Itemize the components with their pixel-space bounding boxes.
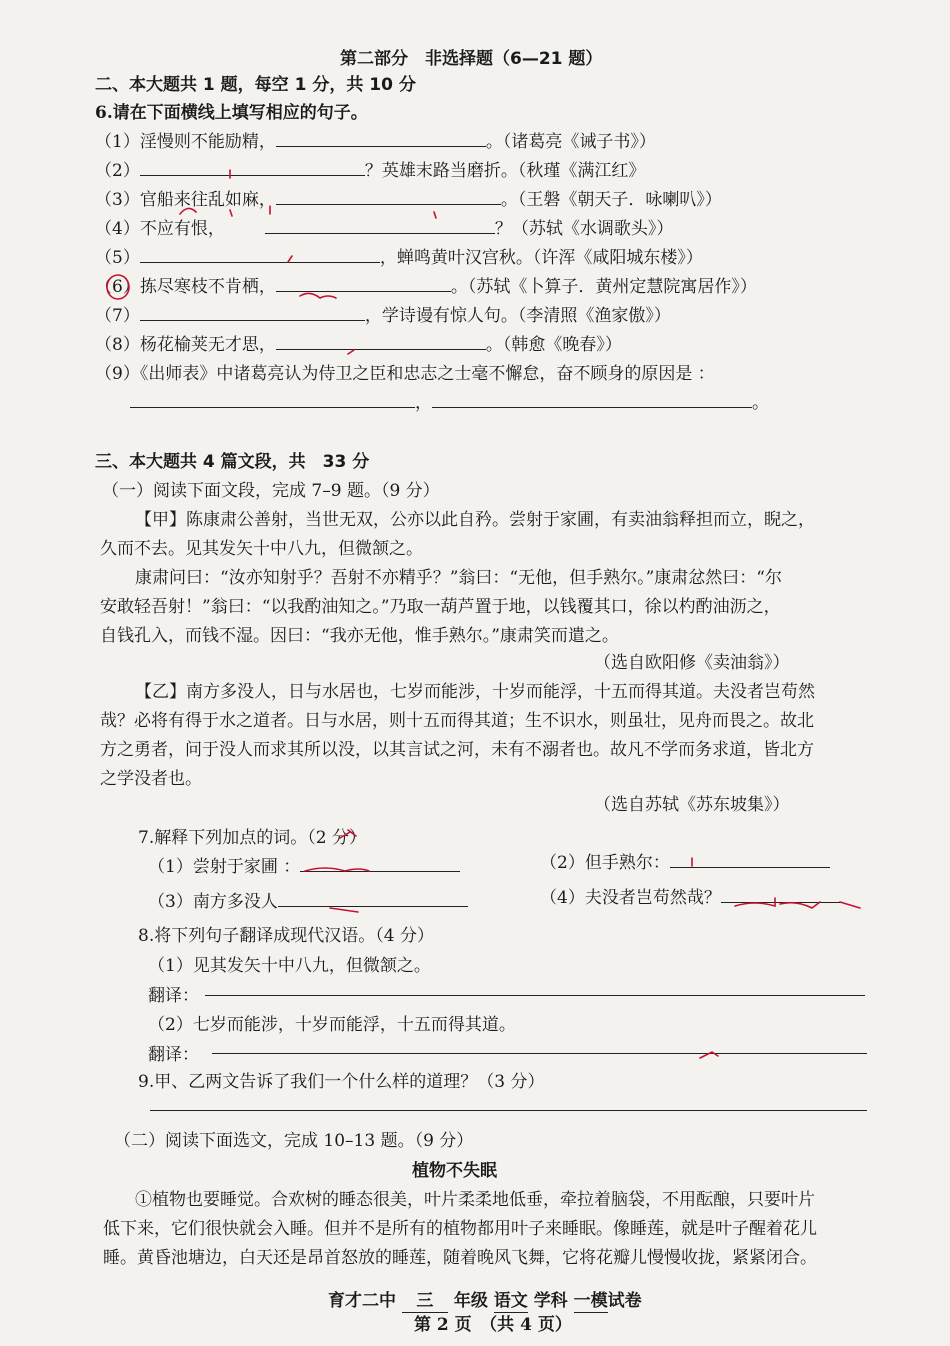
yi-line: 方之勇者，问于没人而求其所以没，以其言试之河，未有不溺者也。故凡不学而务求道，皆北方 [100, 740, 814, 760]
q6-prompt: 6.请在下面横线上填写相应的句子。 [95, 103, 368, 123]
q8-sentence-2: （2）七岁而能涉，十岁而能浮，十五而得其道。 [148, 1015, 516, 1035]
section3-heading: 三、本大题共 4 篇文段，共 33 分 [95, 452, 370, 472]
ink-tick [230, 210, 232, 216]
ink-squiggle [305, 868, 369, 871]
ink-tick [700, 1052, 718, 1058]
q6-item-3: （3）官船来往乱如麻， 。（王磐《朝天子．咏喇叭》） [95, 190, 722, 210]
q8-prompt: 8.将下列句子翻译成现代汉语。（4 分） [138, 926, 434, 946]
ink-tick [288, 256, 292, 262]
yi-line: 哉？必将有得于水之道者。日与水居，则十五而得其道；生不识水，则虽壮，见舟而畏之。故北 [100, 711, 814, 731]
q6-item-4: （4）不应有恨， ？（苏轼《水调歌头》） [95, 219, 674, 239]
ink-squiggle [300, 293, 336, 298]
q6-item-5: （5） ，蝉鸣黄叶汉宫秋。（许浑《咸阳城东楼》） [95, 248, 703, 268]
ink-tick [348, 350, 354, 354]
article-line: 睡。黄昏池塘边，白天还是昂首怒放的睡莲，随着晚风飞舞，它将花瓣儿慢慢收拢，紧紧闭合。 [103, 1248, 817, 1268]
q7-item-1: （1）尝射于家圃 ： [148, 856, 460, 878]
jia-line: 安敢轻吾射！”翁曰：“以我酌油知之。”乃取一葫芦置于地，以钱覆其口，徐以杓酌油沥之， [100, 597, 781, 617]
article-title: 植物不失眠 [412, 1161, 497, 1181]
jia-line: 【甲】陈康肃公善射，当世无双，公亦以此自矜。尝射于家圃，有卖油翁释担而立，睨之， [135, 510, 815, 530]
q8-sentence-1: （1）见其发矢十中八九，但微颔之。 [148, 956, 431, 976]
q6-item-9-blanks: ， 。 [130, 392, 769, 414]
q7-item-3: （3）南方多没人 [148, 891, 468, 913]
yi-line: 之学没者也。 [100, 769, 202, 789]
article-line: 低下来，它们很快就会入睡。但并不是所有的植物都用叶子来睡眠。像睡莲，就是叶子醒着花儿 [103, 1219, 817, 1239]
ink-tick [330, 908, 358, 912]
page-number: 第 2 页 （共 4 页） [414, 1315, 572, 1335]
yi-source: （选自苏轼《苏东坡集》） [594, 795, 790, 815]
article-line: ①植物也要睡觉。合欢树的睡态很美，叶片柔柔地低垂，牵拉着脑袋，不用酝酿，只要叶片 [135, 1190, 815, 1210]
q6-item-9: （9）《出师表》中诸葛亮认为侍卫之臣和忠志之士毫不懈怠，奋不顾身的原因是 ： [95, 364, 715, 384]
q6-item-6: （6）拣尽寒枝不肯栖， 。（苏轼《卜算子．黄州定慧院寓居作》） [95, 277, 757, 297]
ink-mark [340, 830, 356, 838]
q7-item-4: （4）夫没者岂苟然哉？ [540, 887, 841, 909]
q7-item-2: （2）但手熟尔： [540, 852, 830, 874]
q8-label-2: 翻译： [148, 1045, 199, 1065]
jia-source: （选自欧阳修《卖油翁》） [594, 653, 790, 673]
q9-prompt: 9.甲、乙两文告诉了我们一个什么样的道理？（3 分） [138, 1072, 545, 1092]
yi-line: 【乙】南方多没人，日与水居也，七岁而能涉，十岁而能浮，十五而得其道。夫没者岂苟然 [135, 682, 815, 702]
part2-heading: （二）阅读下面选文，完成 10–13 题。（9 分） [114, 1131, 474, 1151]
jia-line: 康肃问曰：“汝亦知射乎？吾射不亦精乎？”翁曰：“无他，但手熟尔。”康肃忿然曰：“尔 [135, 568, 782, 588]
ink-squiggle [735, 898, 860, 908]
q7-prompt: 7.解释下列加点的词。（2 分） [138, 828, 366, 848]
part1-heading: （一）阅读下面文段，完成 7–9 题。（9 分） [102, 481, 440, 501]
ink-tick [434, 212, 436, 218]
q6-item-8: （8）杨花榆荚无才思， 。（韩愈《晚春》） [95, 335, 622, 355]
jia-line: 自钱孔入，而钱不湿。因曰：“我亦无他，惟手熟尔。”康肃笑而遣之。 [100, 626, 619, 646]
page-title: 第二部分 非选择题（6—21 题） [340, 49, 603, 69]
jia-line: 久而不去。见其发矢十中八九，但微颔之。 [100, 539, 423, 559]
ink-tick [180, 208, 196, 214]
q8-label-1: 翻译： [148, 986, 199, 1006]
q6-item-1: （1）淫慢则不能励精， 。（诸葛亮《诫子书》） [95, 132, 656, 152]
ink-circle [107, 275, 129, 299]
q6-item-2: （2） ？英雄末路当磨折。（秋瑾《满江红》 [95, 161, 646, 181]
q6-item-7: （7） ，学诗谩有惊人句。（李清照《渔家傲》） [95, 306, 671, 326]
section2-heading: 二、本大题共 1 题，每空 1 分，共 10 分 [95, 75, 416, 95]
footer-info: 育才二中 三 年级 语文 学科 一模试卷 [328, 1291, 642, 1311]
